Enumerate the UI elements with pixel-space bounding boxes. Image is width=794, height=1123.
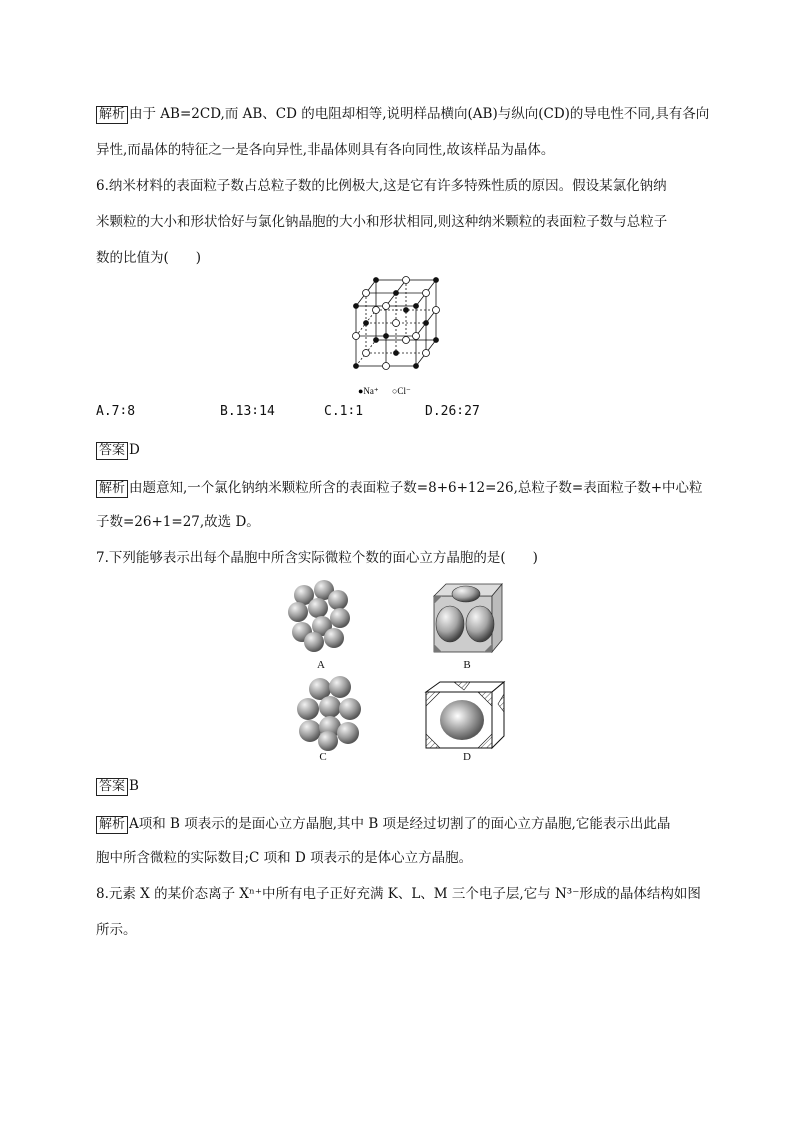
- q6-answer: 答案 D: [96, 440, 140, 460]
- q6-question-line-1: 6.纳米材料的表面粒子数占总粒子数的比例极大,这是它有许多特殊性质的原因。假设某氯化钠纳: [96, 178, 667, 194]
- analysis-tag: 解析: [96, 480, 128, 498]
- q6-question-line-2: 米颗粒的大小和形状恰好与氯化钠晶胞的大小和形状相同,则这种纳米颗粒的表面粒子数与总粒子: [96, 214, 668, 230]
- answer-tag: 答案: [96, 778, 128, 796]
- analysis-tag: 解析: [96, 106, 128, 124]
- q8-question-line-2: 所示。: [96, 922, 137, 938]
- q5-analysis-line-1: 解析 由于 AB=2CD,而 AB、CD 的电阻却相等,说明样品横向(AB)与纵向(CD)的导电性不同,具有各向: [96, 104, 709, 124]
- q7-analysis-line-1: 解析 A项和 B 项表示的是面心立方晶胞,其中 B 项是经过切割了的面心立方晶胞,它能表示出此晶: [96, 814, 670, 834]
- analysis-tag: 解析: [96, 816, 128, 834]
- nacl-unit-cell-figure: [340, 272, 460, 402]
- crystal-b-figure: [428, 582, 504, 656]
- q6-analysis-line-1: 解析 由题意知,一个氯化钠纳米颗粒所含的表面粒子数=8+6+12=26,总粒子数=表面粒子数+中心粒: [96, 478, 703, 498]
- q5-analysis-line-2: 异性,而晶体的特征之一是各向异性,非晶体则具有各向同性,故该样品为晶体。: [96, 142, 555, 158]
- q7-analysis-line-2: 胞中所含微粒的实际数目;C 项和 D 项表示的是体心立方晶胞。: [96, 850, 473, 866]
- option-c: C.1∶1: [324, 404, 364, 419]
- label-b: B: [463, 659, 471, 671]
- q7-question-line-1: 7.下列能够表示出每个晶胞中所含实际微粒个数的面心立方晶胞的是( ): [96, 550, 538, 566]
- label-a: A: [317, 659, 325, 671]
- label-d: D: [463, 751, 471, 763]
- q7-answer: 答案 B: [96, 776, 139, 796]
- legend-na: ●Na⁺: [358, 386, 379, 396]
- crystal-d-figure: [424, 680, 508, 750]
- q6-analysis-line-2: 子数=26+1=27,故选 D。: [96, 514, 260, 530]
- option-d: D.26∶27: [425, 404, 480, 419]
- crystal-a-figure: [286, 580, 356, 655]
- answer-tag: 答案: [96, 442, 128, 460]
- legend-cl: ○Cl⁻: [392, 386, 411, 396]
- option-b: B.13∶14: [220, 404, 275, 419]
- q8-question-line-1: 8.元素 X 的某价态离子 Xⁿ⁺中所有电子正好充满 K、L、M 三个电子层,它与 N³⁻形成的晶体结构如图: [96, 886, 701, 902]
- crystal-c-figure: [294, 675, 364, 751]
- option-a: A.7∶8: [96, 404, 136, 419]
- q6-question-line-3: 数的比值为( ): [96, 250, 202, 266]
- label-c: C: [319, 751, 327, 763]
